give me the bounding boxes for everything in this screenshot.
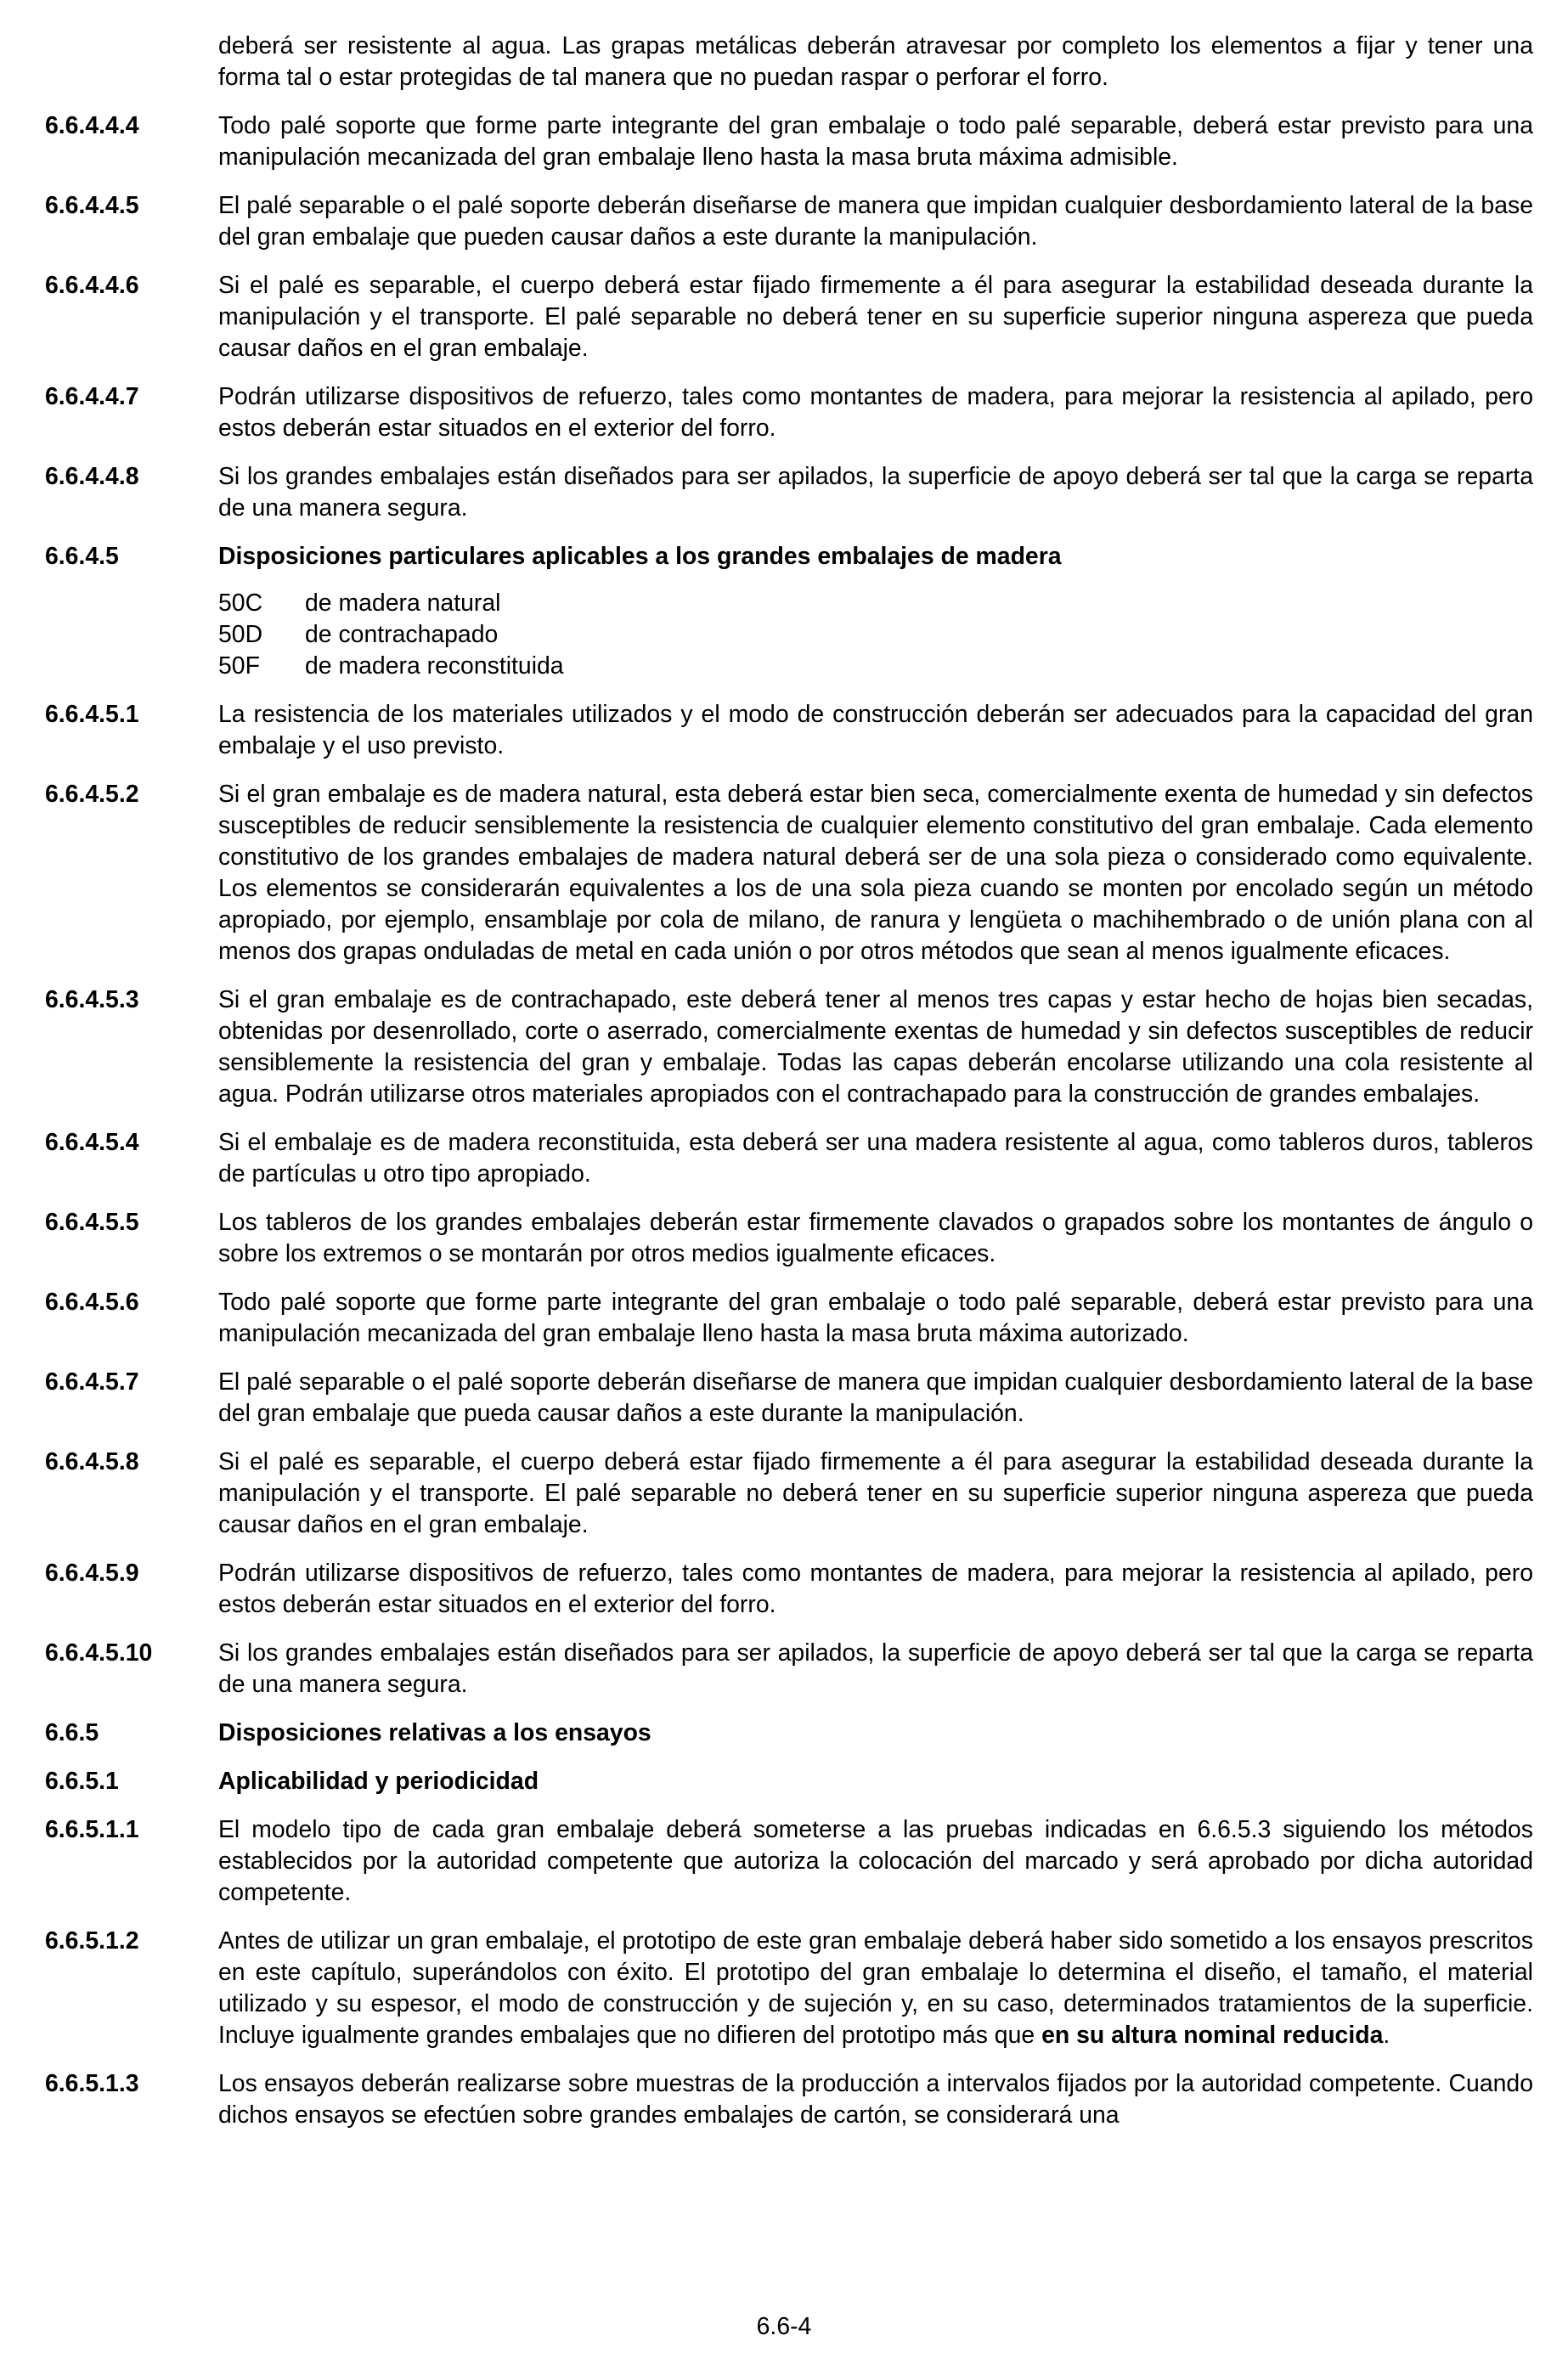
paragraph-number: 6.6.4.4.4 (45, 112, 139, 139)
paragraph-number: 6.6.4.5.9 (45, 1560, 139, 1587)
type-code: 50F (218, 652, 260, 680)
paragraph-text: deberá ser resistente al agua. Las grapas metálicas deberán atravesar por completo los elementos a fijar y tener una forma tal o estar protegidas de tal manera que no puedan raspar o perforar el forro. (218, 32, 1533, 91)
type-label: de madera reconstituida (305, 652, 564, 680)
section-title: Disposiciones particulares aplicables a los grandes embalajes de madera (218, 543, 1062, 570)
numbered-paragraph (45, 984, 1533, 1110)
type-code: 50C (218, 590, 263, 617)
numbered-paragraph (45, 699, 1533, 762)
paragraph-number: 6.6.4.4.7 (45, 383, 139, 410)
paragraph-text: El palé separable o el palé soporte deberán diseñarse de manera que impidan cualquier desbordamiento lateral de la base del gran embalaje que pueda causar daños a este durante la manipulación. (218, 1368, 1533, 1427)
paragraph-text: La resistencia de los materiales utilizados y el modo de construcción deberán ser adecuados para la capacidad del gran embalaje y el uso previsto. (218, 701, 1533, 759)
paragraph-text: Los ensayos deberán realizarse sobre muestras de la producción a intervalos fijados por la autoridad competente. Cuando dichos ensayos se efectúen sobre grandes embalajes de cartón, se considerará una (218, 2070, 1533, 2129)
numbered-paragraph (45, 1447, 1533, 1541)
paragraph-66511 (45, 1814, 1533, 1909)
numbered-paragraph (45, 1638, 1533, 1701)
paragraph-text: Si los grandes embalajes están diseñados para ser apilados, la superficie de apoyo deberá ser tal que la carga se reparta de una manera segura. (218, 1639, 1533, 1698)
paragraph-text: Si el gran embalaje es de madera natural, esta deberá estar bien seca, comercialmente exenta de humedad y sin defectos susceptibles de reducir sensiblemente la resistencia de cualquier elemento constitutivo del gran embalaje. Cada elemento constitutivo de los grandes embalajes de madera natural deberá ser de una sola pieza o considerado como equivalente. Los elementos se considerarán equivalentes a los de una sola pieza cuando se monten por encolado según un método apropiado, por ejemplo, ensamblaje por cola de milano, de ranura y lengüeta o machihembrado o de unión plana con al menos dos grapas onduladas de metal en cada unión o por otros métodos que sean al menos igualmente eficaces. (218, 781, 1533, 965)
paragraph-66512 (45, 1926, 1533, 2051)
section-title: Aplicabilidad y periodicidad (218, 1768, 539, 1795)
page-number: 6.6-4 (756, 2313, 812, 2340)
numbered-paragraph (45, 779, 1533, 967)
packaging-type-item (218, 651, 1533, 682)
paragraph-number (45, 31, 218, 93)
numbered-paragraph (45, 1287, 1533, 1350)
section-title: Disposiciones relativas a los ensayos (218, 1719, 651, 1746)
paragraph-number: 6.6.4.5.3 (45, 986, 139, 1013)
paragraph-number: 6.6.4.5.6 (45, 1289, 139, 1316)
paragraph-text: Todo palé soporte que forme parte integrante del gran embalaje o todo palé separable, deberá estar previsto para una manipulación mecanizada del gran embalaje lleno hasta la masa bruta máxima admisible. (218, 112, 1533, 171)
paragraph-text: Podrán utilizarse dispositivos de refuerzo, tales como montantes de madera, para mejorar la resistencia al apilado, pero estos deberán estar situados en el exterior del forro. (218, 1560, 1533, 1618)
paragraph-text-tail: . (1383, 2022, 1390, 2049)
numbered-paragraph (45, 270, 1533, 364)
paragraph-number: 6.6.4.5.5 (45, 1209, 139, 1236)
paragraph-number: 6.6.5.1.1 (45, 1816, 139, 1843)
paragraph-number: 6.6.4.5.8 (45, 1448, 139, 1475)
section-heading-6645 (45, 541, 1533, 573)
paragraph-text: El palé separable o el palé soporte deberán diseñarse de manera que impidan cualquier desbordamiento lateral de la base del gran embalaje que pueden causar daños a este durante la manipulación. (218, 192, 1533, 251)
numbered-paragraph (45, 190, 1533, 253)
document-page (45, 31, 1533, 2148)
paragraph-number: 6.6.4.4.8 (45, 463, 139, 490)
paragraph-number: 6.6.4.4.5 (45, 192, 139, 219)
paragraph-number: 6.6.4.5.4 (45, 1129, 139, 1156)
paragraph-text: Si los grandes embalajes están diseñados para ser apilados, la superficie de apoyo deberá ser tal que la carga se reparta de una manera segura. (218, 463, 1533, 522)
section-number: 6.6.5.1 (45, 1768, 119, 1795)
paragraph-text-main: Antes de utilizar un gran embalaje, el prototipo de este gran embalaje deberá haber sido sometido a los ensayos prescritos en este capítulo, superándolos con éxito. El prototipo del gran embalaje lo determina el diseño, el tamaño, el material utilizado y su espesor, el modo de construcción y de sujeción y, en su caso, determinados tratamientos de la superficie. Incluye igualmente grandes embalajes que no difieren del prototipo más que (218, 1927, 1533, 2049)
numbered-paragraph (45, 1127, 1533, 1190)
paragraph-number: 6.6.4.5.2 (45, 781, 139, 808)
continuation-paragraph (45, 31, 1533, 93)
paragraph-text: Si el palé es separable, el cuerpo deberá estar fijado firmemente a él para asegurar la estabilidad deseada durante la manipulación y el transporte. El palé separable no deberá tener en su superficie superior ninguna aspereza que pueda causar daños en el gran embalaje. (218, 1448, 1533, 1538)
paragraph-number: 6.6.4.5.10 (45, 1639, 153, 1667)
packaging-type-item (218, 619, 1533, 651)
type-label: de madera natural (305, 590, 501, 617)
paragraph-text: Si el palé es separable, el cuerpo deberá estar fijado firmemente a él para asegurar la estabilidad deseada durante la manipulación y el transporte. El palé separable no deberá tener en su superficie superior ninguna aspereza que pueda causar daños en el gran embalaje. (218, 272, 1533, 362)
paragraph-text (218, 1926, 1533, 2051)
paragraph-text: El modelo tipo de cada gran embalaje deberá someterse a las pruebas indicadas en 6.6.5.3 siguiendo los métodos establecidos por la autoridad competente que autoriza la colocación del marcado y será aprobado por dicha autoridad competente. (218, 1816, 1533, 1906)
paragraph-number: 6.6.5.1.3 (45, 2070, 139, 2097)
paragraph-number: 6.6.4.4.6 (45, 272, 139, 299)
section-heading-6651 (45, 1766, 1533, 1797)
numbered-paragraph (45, 1207, 1533, 1270)
paragraph-text-bold: en su altura nominal reducida (1041, 2022, 1384, 2049)
paragraph-text: Podrán utilizarse dispositivos de refuerzo, tales como montantes de madera, para mejorar la resistencia al apilado, pero estos deberán estar situados en el exterior del forro. (218, 383, 1533, 442)
numbered-paragraph (45, 381, 1533, 444)
numbered-paragraph (45, 1558, 1533, 1621)
paragraph-group-6644 (45, 110, 1533, 524)
paragraph-text: Si el gran embalaje es de contrachapado, este deberá tener al menos tres capas y estar hecho de hojas bien secadas, obtenidas por desenrollado, corte o aserrado, comercialmente exentas de humedad y sin defectos susceptibles de reducir sensiblemente la resistencia del gran y embalaje. Todas las capas deberán encolarse utilizando una cola resistente al agua. Podrán utilizarse otros materiales apropiados con el contrachapado para la construcción de grandes embalajes. (218, 986, 1533, 1108)
paragraph-text: Si el embalaje es de madera reconstituida, esta deberá ser una madera resistente al agua, como tableros duros, tableros de partículas u otro tipo apropiado. (218, 1129, 1533, 1187)
paragraph-number: 6.6.5.1.2 (45, 1927, 139, 1955)
paragraph-number: 6.6.4.5.1 (45, 701, 139, 728)
paragraph-text: Todo palé soporte que forme parte integrante del gran embalaje o todo palé separable, deberá estar previsto para una manipulación mecanizada del gran embalaje lleno hasta la masa bruta máxima autorizado. (218, 1289, 1533, 1347)
paragraph-text: Los tableros de los grandes embalajes deberán estar firmemente clavados o grapados sobre los montantes de ángulo o sobre los extremos o se montarán por otros medios igualmente eficaces. (218, 1209, 1533, 1267)
section-number: 6.6.5 (45, 1719, 99, 1746)
packaging-type-item (218, 588, 1533, 619)
numbered-paragraph (45, 110, 1533, 173)
paragraph-66513 (45, 2068, 1533, 2131)
type-code: 50D (218, 621, 263, 648)
section-number: 6.6.4.5 (45, 543, 119, 570)
numbered-paragraph (45, 461, 1533, 524)
packaging-type-list (218, 588, 1533, 682)
numbered-paragraph (45, 1367, 1533, 1430)
paragraph-group-6645 (45, 699, 1533, 1701)
section-heading-665 (45, 1718, 1533, 1749)
paragraph-number: 6.6.4.5.7 (45, 1368, 139, 1396)
type-label: de contrachapado (305, 621, 499, 648)
